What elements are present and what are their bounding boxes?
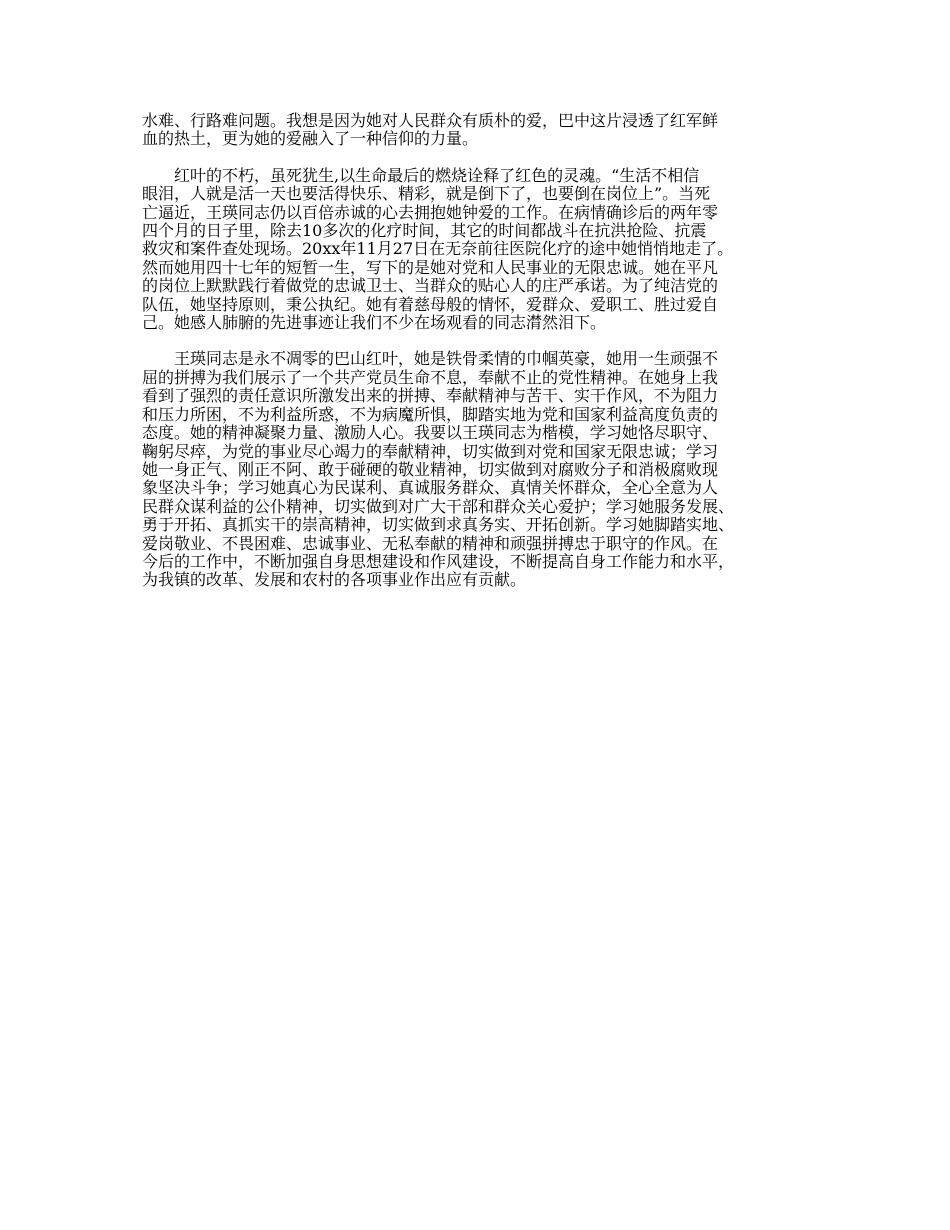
paragraph-1 [142,112,822,149]
text-line: 己。她感人肺腑的先进事迹让我们不少在场观看的同志潸然泪下。 [142,313,607,333]
paragraph-2 [142,167,822,333]
text-line: 勇于开拓、真抓实干的崇高精神，切实做到求真务实、开拓创新。学习她脚踏实地、 [142,515,735,535]
paragraph-3 [142,350,822,589]
text-line: 眼泪，人就是活一天也要活得快乐、精彩，就是倒下了，也要倒在岗位上”。当死 [142,184,711,204]
document-body [142,112,822,608]
text-line: 队伍，她坚持原则，秉公执纪。她有着慈母般的情怀，爱群众、爱职工、胜过爱自 [142,294,719,314]
text-line: 红叶的不朽，虽死犹生,以生命最后的燃烧诠释了红色的灵魂。“生活不相信 [142,165,700,185]
text-line: 看到了强烈的责任意识所激发出来的拼搏、奉献精神与苦干、实干作风，不为阻力 [142,386,719,406]
text-line: 四个月的日子里，除去10多次的化疗时间，其它的时间都战斗在抗洪抢险、抗震 [142,221,707,241]
text-line: 王瑛同志是永不凋零的巴山红叶，她是铁骨柔情的巾帼英豪，她用一生顽强不 [142,349,719,369]
text-line: 的岗位上默默践行着做党的忠诚卫士、当群众的贴心人的庄严承诺。为了纯洁党的 [142,276,719,296]
text-line: 为我镇的改革、发展和农村的各项事业作出应有贡献。 [142,570,527,590]
text-line: 救灾和案件查处现场。20xx年11月27日在无奈前往医院化疗的途中她悄悄地走了。 [142,239,734,259]
text-line: 她一身正气、刚正不阿、敢于碰硬的敬业精神，切实做到对腐败分子和消极腐败现 [142,459,719,479]
text-line: 亡逼近，王瑛同志仍以百倍赤诚的心去拥抱她钟爱的工作。在病情确诊后的两年零 [142,202,719,222]
text-line: 血的热土，更为她的爱融入了一种信仰的力量。 [142,129,479,149]
text-line: 今后的工作中，不断加强自身思想建设和作风建设，不断提高自身工作能力和水平， [142,551,735,571]
text-line: 态度。她的精神凝聚力量、激励人心。我要以王瑛同志为楷模，学习她恪尽职守、 [142,423,719,443]
text-line: 鞠躬尽瘁，为党的事业尽心竭力的奉献精神，切实做到对党和国家无限忠诚；学习 [142,441,719,461]
text-line: 水难、行路难问题。我想是因为她对人民群众有质朴的爱，巴中这片浸透了红军鲜 [142,111,719,130]
text-line: 象坚决斗争；学习她真心为民谋利、真诚服务群众、真情关怀群众，全心全意为人 [142,478,719,498]
text-line: 爱岗敬业、不畏困难、忠诚事业、无私奉献的精神和顽强拼搏忠于职守的作风。在 [142,533,719,553]
text-line: 和压力所困，不为利益所惑，不为病魔所惧，脚踏实地为党和国家利益高度负责的 [142,404,719,424]
text-line: 然而她用四十七年的短暂一生，写下的是她对党和人民事业的无限忠诚。她在平凡 [142,257,719,277]
text-line: 民群众谋利益的公仆精神，切实做到对广大干部和群众关心爱护；学习她服务发展、 [142,496,735,516]
text-line: 屈的拼搏为我们展示了一个共产党员生命不息，奉献不止的党性精神。在她身上我 [142,367,719,387]
